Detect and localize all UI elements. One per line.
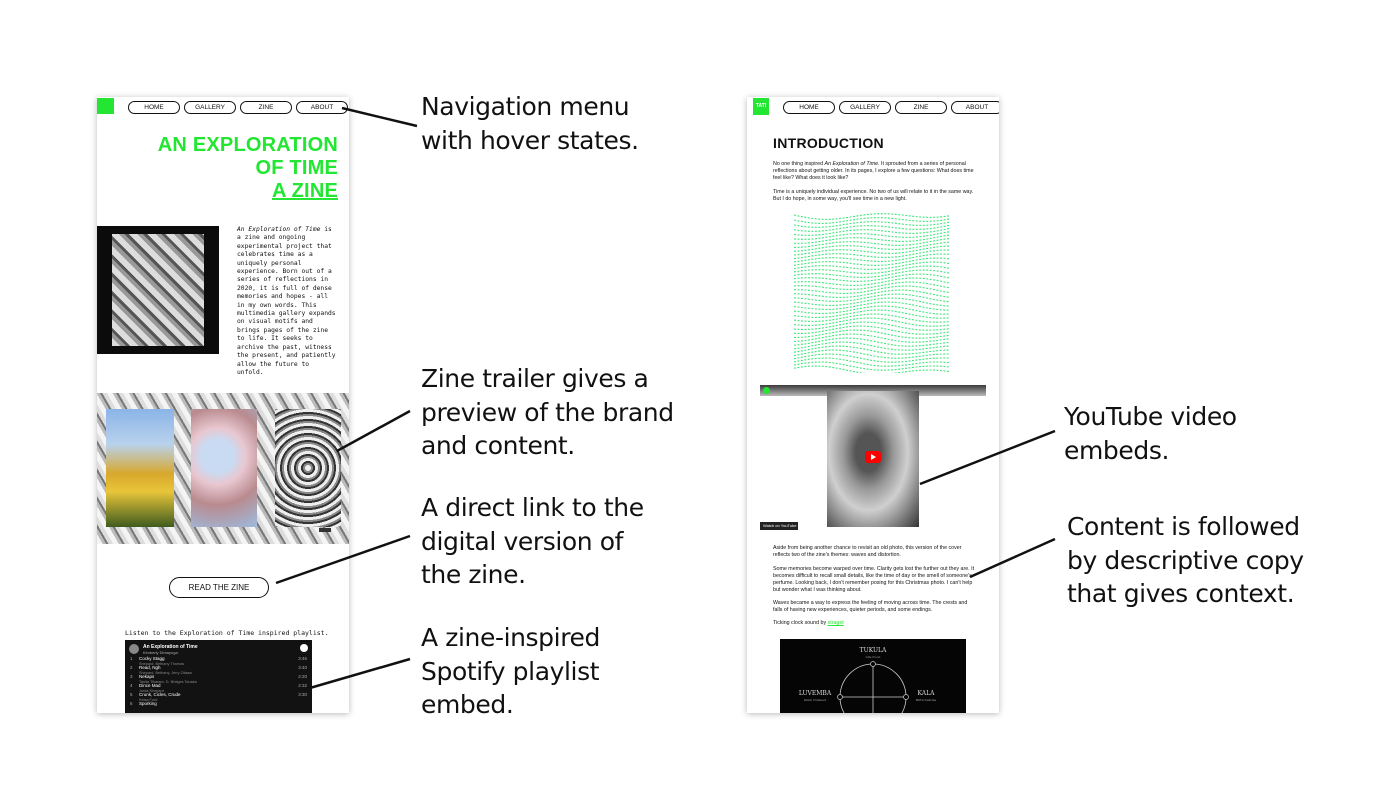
read-zine-button[interactable]: READ THE ZINE (169, 577, 269, 598)
p1-text-end: . It sprouted from a series of personal reflections about getting older. In its pages, I explore a few questions: What does time feel like? What does it look like? (773, 161, 974, 181)
intro-paragraph-2: Time is a uniquely individual experience. No two of us will relate to it in the same way. But I do hope, in some way, you'll see time in a new light. (773, 189, 974, 202)
pointer-line-trailer (337, 411, 410, 451)
wheel-sub-left: Dimb Nunnest (803, 698, 827, 702)
nav-about[interactable]: ABOUT (951, 101, 999, 114)
track-artist: Kelsa Ford (139, 697, 158, 702)
pointer-line-nav (342, 108, 417, 126)
track-duration: 2:20 (298, 674, 307, 679)
annotation-line: preview of the brand (421, 397, 674, 427)
intro-title-italic: An Exploration of Time (237, 226, 321, 233)
watch-on-youtube-link[interactable]: Watch on YouTube (760, 522, 798, 530)
title-line-1: AN EXPLORATION (157, 134, 338, 156)
annotation-spotify (421, 621, 600, 722)
track-title: Sporking (139, 701, 157, 706)
track-number: 3 (130, 674, 133, 679)
wheel-label-left: LUVEMBA (798, 690, 832, 697)
annotation-line: A direct link to the (421, 493, 644, 522)
annotation-line: Navigation menu (421, 92, 630, 121)
track-title: Nekaps (139, 674, 155, 679)
nav-about[interactable]: ABOUT (296, 101, 348, 114)
annotation-youtube (1064, 400, 1237, 467)
playlist-owner: Kimberly Dimayuga (143, 650, 178, 655)
credit-text: Ticking clock sound by (773, 620, 828, 626)
site-logo[interactable]: TATI (753, 98, 769, 115)
annotation-trailer (421, 362, 674, 463)
playlist-title: An Exploration of Time (143, 644, 198, 650)
section-heading: INTRODUCTION (773, 135, 884, 151)
annotation-line: embed. (421, 690, 514, 719)
title-line-2: OF TIME (255, 157, 338, 179)
annotation-line: Zine trailer gives a (421, 364, 649, 393)
playlist-caption: Listen to the Exploration of Time inspired playlist. (125, 629, 329, 637)
track-title: Cocky Stagg (139, 656, 165, 661)
wheel-sub-right: Birth Sunrise (915, 698, 937, 702)
track-number: 4 (130, 683, 133, 688)
wheel-label-right: KALA (917, 690, 935, 697)
video-paragraph-1: Aside from being another chance to revisit an old photo, this version of the cover reflects two of the zine's themes: waves and distortion. (773, 545, 962, 558)
annotation-line: the zine. (421, 560, 526, 589)
p1-italic: An Exploration of Time (824, 161, 879, 167)
pointer-line-link (276, 536, 410, 583)
annotation-line: with hover states. (421, 125, 639, 155)
annotation-line: by descriptive copy (1067, 545, 1304, 575)
annotation-copy (1067, 510, 1304, 611)
video-paragraph-2: Some memories become warped over time. Clarity gets lost the further out they are. It becomes difficult to recall small details, like the time of day or the smell of someone's perfume. Looking back, I don't remember posing for this Christmas photo. I can't help but wonder what I was thinking about. (773, 566, 975, 593)
credit-link[interactable]: straget (827, 620, 844, 626)
track-number: 1 (130, 656, 133, 661)
track-duration: 3:40 (298, 665, 307, 670)
pointer-line-spotify (303, 659, 410, 690)
wheel-sub-top: Life Noon (865, 655, 881, 659)
track-duration: 3:30 (298, 692, 307, 697)
annotation-line: Spotify playlist (421, 656, 600, 686)
annotation-line: embeds. (1064, 435, 1170, 465)
annotation-line: digital version of (421, 526, 624, 556)
track-title: Read, Ngh (139, 665, 161, 670)
track-artist: Shepard, Bethany Thomas (139, 661, 185, 666)
intro-body: is a zine and ongoing experimental project that celebrates time as a uniquely personal experience. Born out of a series of reflections in 2020, it is full of dense memories and hopes - all in my own words. This multimedia gallery expands on visual motifs and brings pages of the zine to life. It seeks to archive the past, witness the present, and patiently allow the future to unfold. (237, 226, 336, 376)
annotation-line: Content is followed (1067, 512, 1300, 541)
track-number: 6 (130, 701, 133, 706)
annotation-link (421, 491, 644, 592)
track-duration: 2:32 (298, 683, 307, 688)
track-title: Dince Mad (139, 683, 161, 688)
wheel-label-top: TUKULA (859, 647, 887, 654)
nav-zine[interactable]: ZINE (895, 101, 947, 114)
track-artist: Tanita Tikaram, D. Bridges Tanaka (139, 679, 197, 684)
p1-text: No one thing inspired (773, 161, 825, 167)
annotation-line: that gives context. (1067, 579, 1295, 608)
pointer-line-copy (970, 539, 1055, 577)
track-title: Crunk, Cicles, Crude (139, 692, 181, 697)
annotation-nav (421, 90, 639, 157)
track-artist: Jorda Shepard (139, 688, 164, 693)
track-number: 2 (130, 665, 133, 670)
nav-zine[interactable]: ZINE (240, 101, 292, 114)
annotation-line: YouTube video (1064, 402, 1237, 431)
nav-gallery[interactable]: GALLERY (839, 101, 891, 114)
annotation-line: A zine-inspired (421, 623, 600, 652)
track-artist: Shepard, Bethany, Jerry Zitaaw (139, 670, 192, 675)
track-number: 5 (130, 692, 133, 697)
track-duration: 3:46 (298, 656, 307, 661)
nav-home[interactable]: HOME (128, 101, 180, 114)
video-paragraph-3: Waves became a way to express the feeling of moving across time. The crests and falls of having new experiences, quieter periods, and some endings. (773, 600, 968, 613)
title-zine-link[interactable]: A ZINE (271, 180, 338, 202)
nav-gallery[interactable]: GALLERY (184, 101, 236, 114)
annotation-line: and content. (421, 431, 575, 460)
nav-home[interactable]: HOME (783, 101, 835, 114)
pointer-line-youtube (920, 431, 1055, 484)
